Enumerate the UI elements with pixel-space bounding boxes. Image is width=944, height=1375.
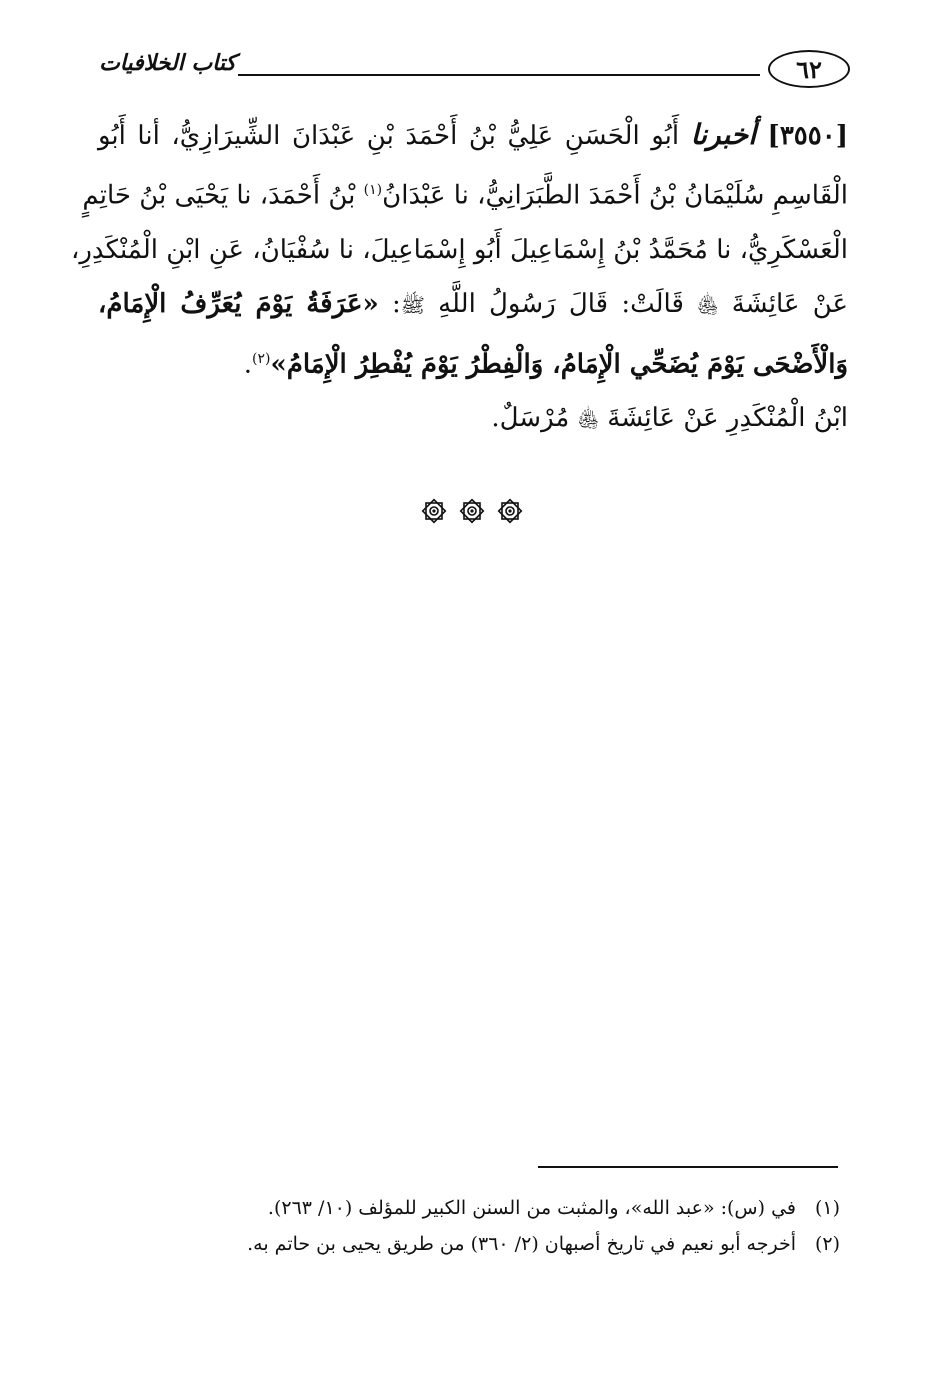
footnote-2 xyxy=(100,1226,840,1262)
line-text: الْعَسْكَرِيُّ، نا مُحَمَّدُ بْنُ إِسْمَاعِيلَ أَبُو إِسْمَاعِيلَ، نا سُفْيَانُ، عَنِ ابْنِ الْمُنْكَدِرِ، xyxy=(70,234,848,265)
line-text: قَالَتْ: قَالَ رَسُولُ اللَّهِ xyxy=(438,288,684,319)
footnote-number: (٢) xyxy=(814,1233,840,1255)
page-number-badge xyxy=(768,50,850,88)
footnote-1 xyxy=(100,1190,840,1226)
footnote-marker: (١) xyxy=(363,182,383,198)
line-text: بْنُ أَحْمَدَ، نا يَحْيَى بْنُ حَاتِمٍ xyxy=(82,180,356,211)
text-line-3 xyxy=(70,223,848,277)
hadith-text: وَالْأَضْحَى يَوْمَ يُضَحِّي الْإِمَامُ، وَالْفِطْرُ يَوْمَ يُفْطِرُ الْإِمَامُ» xyxy=(270,349,848,380)
text-line-4 xyxy=(98,277,848,332)
line-text: مُرْسَلٌ. xyxy=(491,403,570,434)
isnad-conclusion xyxy=(98,391,848,446)
footnote-number: (١) xyxy=(814,1197,840,1219)
hadith-reference-number: [٣٥٥٠] xyxy=(767,121,849,151)
main-text xyxy=(70,108,849,446)
page-number: ٦٢ xyxy=(796,54,822,84)
line-text: ابْنُ الْمُنْكَدِرِ عَنْ عَائِشَةَ xyxy=(607,403,848,434)
section-end-ornaments xyxy=(0,498,944,524)
header-rule xyxy=(238,74,760,76)
footnotes xyxy=(100,1190,840,1262)
book-title: كتاب الخلافيات xyxy=(99,50,236,76)
text-line-2 xyxy=(82,163,848,223)
line-end: . xyxy=(243,349,253,380)
line-text: أَبُو الْحَسَنِ عَلِيُّ بْنُ أَحْمَدَ بْنِ عَبْدَانَ الشِّيرَازِيُّ، أنا أَبُو xyxy=(98,121,680,151)
hadith-text: «عَرَفَةُ يَوْمَ يُعَرِّفُ الْإِمَامُ، xyxy=(98,288,379,319)
colon: : xyxy=(391,288,401,319)
page-header xyxy=(100,48,850,104)
text-line-5 xyxy=(98,332,848,392)
honorific-glyph: ﵅ xyxy=(577,407,599,432)
narration-opening-word: أخبرنا xyxy=(690,118,756,151)
footnote-marker: (٢) xyxy=(252,350,271,367)
flower-ornament-icon xyxy=(421,498,447,524)
flower-ornament-icon xyxy=(459,498,485,524)
salutation-glyph: ﷺ xyxy=(400,292,425,317)
line-text: عَنْ عَائِشَةَ xyxy=(731,288,849,319)
footnote-separator xyxy=(538,1166,838,1168)
footnote-text: في (س): «عبد الله»، والمثبت من السنن الكبير للمؤلف (١٠/ ٢٦٣). xyxy=(267,1197,796,1219)
honorific-glyph: ﵅ xyxy=(697,292,719,317)
footnote-text: أخرجه أبو نعيم في تاريخ أصبهان (٢/ ٣٦٠) من طريق يحيى بن حاتم به. xyxy=(247,1233,796,1255)
flower-ornament-icon xyxy=(497,498,523,524)
text-line-1 xyxy=(98,108,848,163)
line-text: الْقَاسِمِ سُلَيْمَانُ بْنُ أَحْمَدَ الطَّبَرَانِيُّ، نا عَبْدَانُ xyxy=(382,180,848,211)
